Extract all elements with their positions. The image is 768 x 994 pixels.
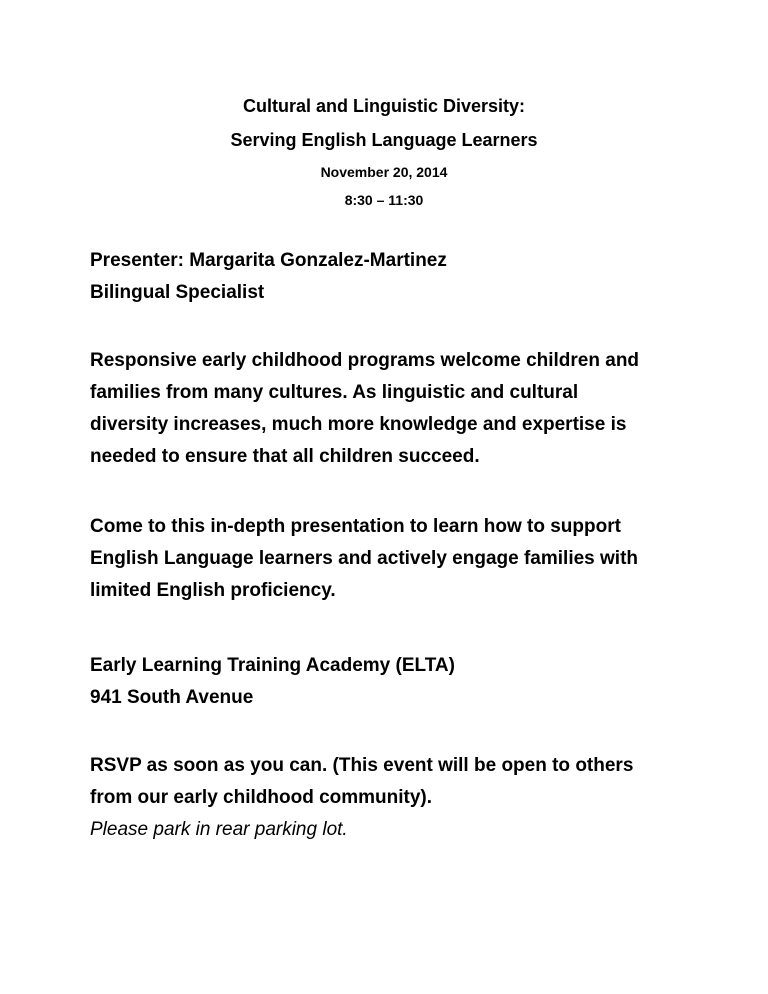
description-paragraph [90,345,690,473]
rsvp-line: from our early childhood community). [90,787,433,808]
invitation-line: English Language learners and actively engage families with [90,548,639,569]
event-date: November 20, 2014 [320,164,448,180]
invitation-line: Come to this in-depth presentation to learn how to support [90,516,621,537]
location-block [90,650,690,714]
presenter-block [90,245,690,309]
invitation-paragraph [90,511,690,607]
event-time: 8:30 – 11:30 [344,192,424,208]
description-line: Responsive early childhood programs welcome children and [90,350,640,371]
description-line: needed to ensure that all children succeed. [90,446,480,467]
presenter-role: Bilingual Specialist [90,282,265,303]
venue-address: 941 South Avenue [90,687,254,708]
venue-name: Early Learning Training Academy (ELTA) [90,655,455,676]
invitation-line: limited English proficiency. [90,580,336,601]
description-line: families from many cultures. As linguistic and cultural [90,382,579,403]
description-line: diversity increases, much more knowledge and expertise is [90,414,627,435]
title-line-2: Serving English Language Learners [230,130,538,150]
rsvp-line: RSVP as soon as you can. (This event will be open to others [90,755,634,776]
presenter-name: Presenter: Margarita Gonzalez-Martinez [90,250,447,271]
parking-note: Please park in rear parking lot. [90,819,348,840]
title-line-1: Cultural and Linguistic Diversity: [242,96,526,116]
rsvp-block [90,750,690,846]
